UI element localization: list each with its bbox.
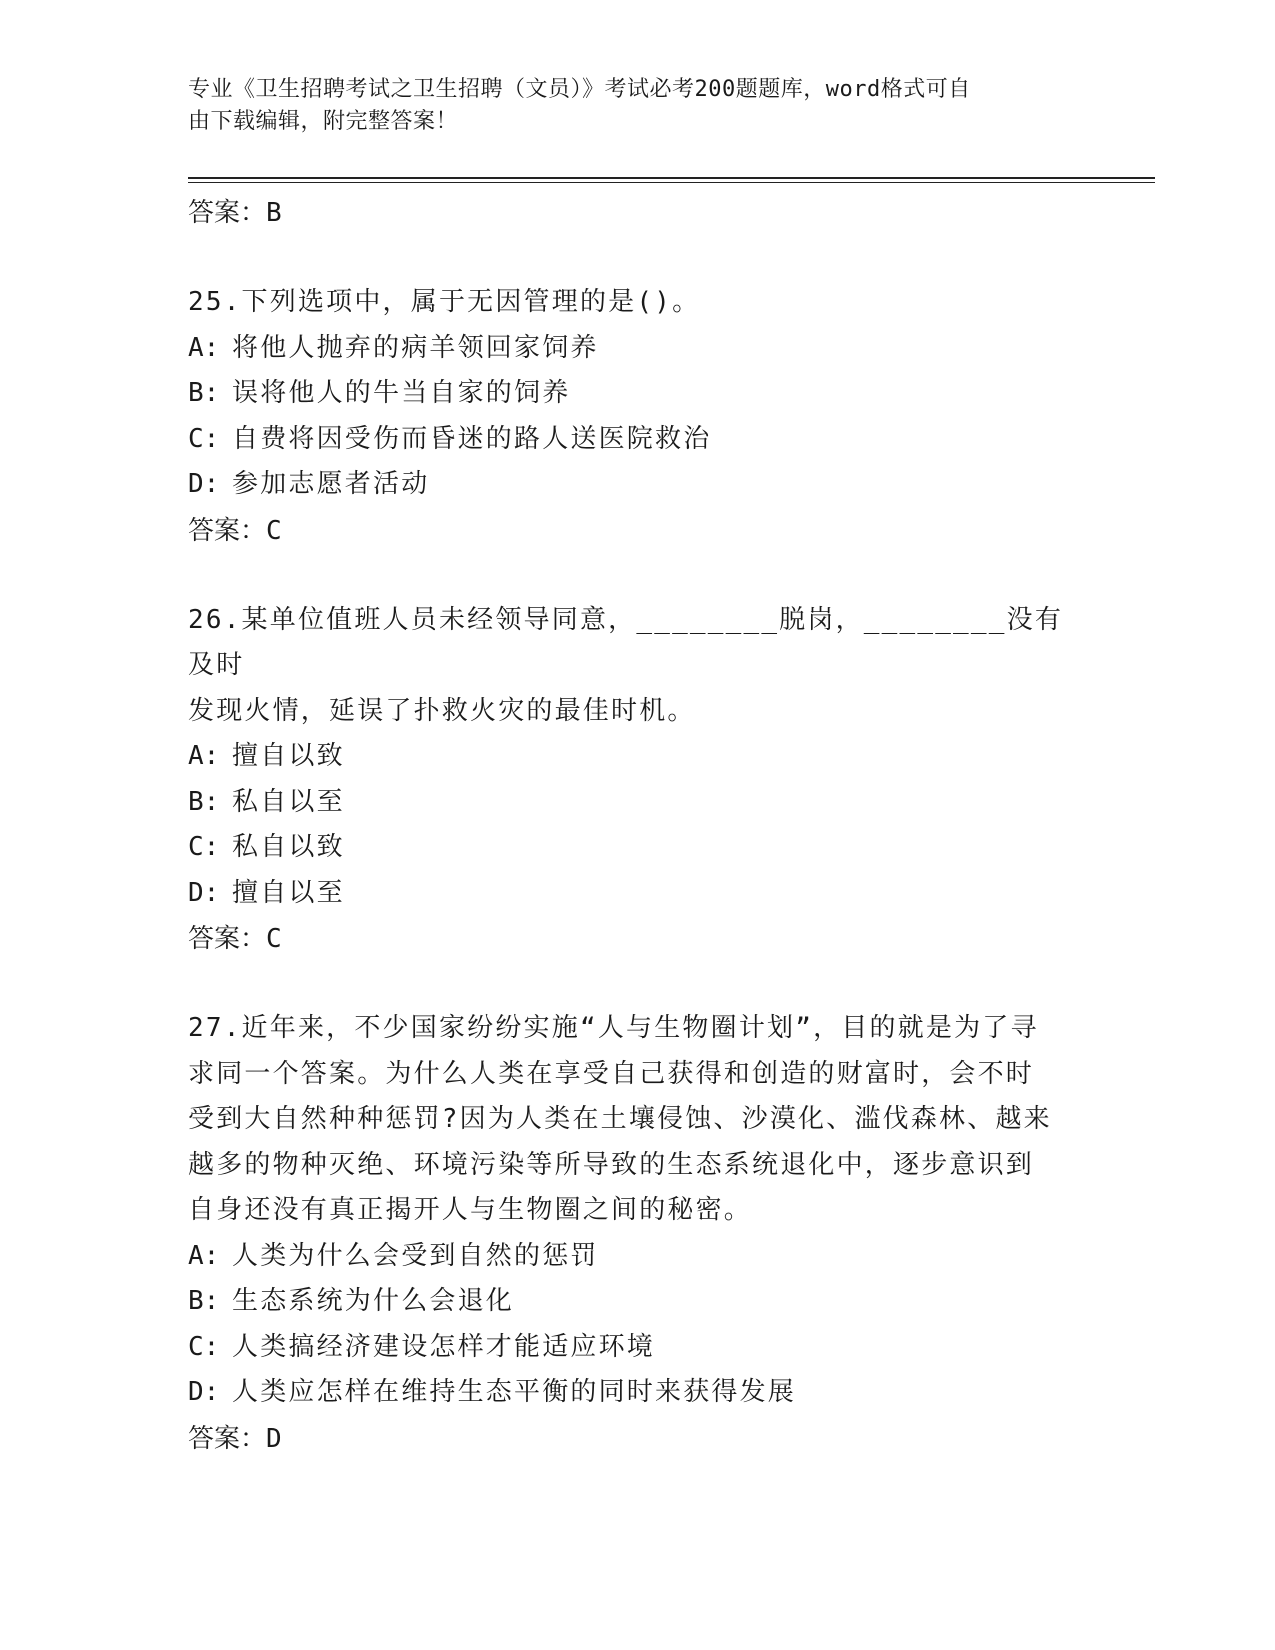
- option-text: 自费将因受伤而昏迷的路人送医院救治: [232, 423, 712, 454]
- option-text: 私自以至: [232, 786, 345, 817]
- option-d: [188, 1370, 1088, 1416]
- answer-value: C: [266, 924, 282, 954]
- option-letter: B:: [188, 378, 220, 408]
- document-body: [188, 190, 1088, 1462]
- option-letter: B:: [188, 786, 220, 817]
- option-d: [188, 871, 1088, 917]
- option-text: 误将他人的牛当自家的饲养: [232, 378, 571, 408]
- question-text-line-5: 自身还没有真正揭开人与生物圈之间的秘密。: [188, 1195, 753, 1225]
- option-letter: C:: [188, 423, 220, 454]
- option-letter: D:: [188, 877, 220, 908]
- option-b: [188, 780, 1088, 826]
- question-26: [188, 598, 1088, 963]
- option-text: 将他人抛弃的病羊领回家饲养: [232, 332, 599, 363]
- option-c: [188, 825, 1088, 871]
- option-c: [188, 1325, 1088, 1371]
- option-letter: A:: [188, 1240, 220, 1271]
- option-letter: D:: [188, 1377, 220, 1407]
- option-letter: C:: [188, 1331, 220, 1362]
- option-letter: B:: [188, 1286, 220, 1316]
- question-27: [188, 1006, 1088, 1462]
- header-line-2: 由下载编辑，附完整答案！: [188, 109, 459, 134]
- question-25: [188, 280, 1088, 554]
- question-text-line-2: 求同一个答案。为什么人类在享受自己获得和创造的财富时，会不时: [188, 1058, 1035, 1089]
- answer-line: [188, 1416, 1088, 1462]
- document-header: [188, 74, 1088, 138]
- option-b: [188, 1279, 1088, 1325]
- answer-label: 答案：: [188, 198, 267, 228]
- option-text: 生态系统为什么会退化: [232, 1286, 515, 1316]
- option-a: [188, 734, 1088, 780]
- answer-label: 答案：: [188, 924, 267, 954]
- answer-line: [188, 508, 1088, 554]
- answer-line: [188, 916, 1088, 962]
- answer-value: C: [266, 515, 282, 546]
- option-d: [188, 462, 1088, 508]
- option-b: [188, 371, 1088, 417]
- option-text: 擅自以至: [232, 877, 345, 908]
- header-line-1: 专业《卫生招聘考试之卫生招聘（文员）》考试必考200题题库，word格式可自: [188, 77, 971, 102]
- option-letter: A:: [188, 741, 220, 771]
- answer-label: 答案：: [188, 515, 267, 546]
- spacer: [188, 962, 1088, 1006]
- option-text: 参加志愿者活动: [232, 469, 430, 499]
- option-a: [188, 1234, 1088, 1280]
- question-text-line-3: 受到大自然种种惩罚?因为人类在土壤侵蚀、沙漠化、滥伐森林、越来: [188, 1104, 1052, 1134]
- option-letter: A:: [188, 332, 220, 363]
- header-rule-thin: [188, 182, 1155, 183]
- answer-value: B: [266, 198, 282, 228]
- option-text: 私自以致: [232, 832, 345, 862]
- option-text: 人类为什么会受到自然的惩罚: [232, 1240, 599, 1271]
- option-text: 人类应怎样在维持生态平衡的同时来获得发展: [232, 1377, 797, 1407]
- option-c: [188, 417, 1088, 463]
- option-a: [188, 326, 1088, 372]
- option-text: 擅自以致: [232, 741, 345, 771]
- option-letter: D:: [188, 469, 220, 499]
- question-text-line-1: 26.某单位值班人员未经领导同意，________脱岗，________没有及时: [188, 604, 1064, 680]
- question-text-line-1: 27.近年来，不少国家纷纷实施“人与生物圈计划”，目的就是为了寻: [188, 1013, 1039, 1043]
- question-text-line-4: 越多的物种灭绝、环境污染等所导致的生态系统退化中，逐步意识到: [188, 1149, 1035, 1180]
- answer-line: [188, 190, 1088, 236]
- answer-value: D: [266, 1423, 282, 1454]
- option-letter: C:: [188, 832, 220, 862]
- spacer: [188, 554, 1088, 598]
- answer-label: 答案：: [188, 1423, 267, 1454]
- question-text: 25.下列选项中，属于无因管理的是()。: [188, 287, 701, 317]
- spacer: [188, 236, 1088, 280]
- header-rule-thick: [188, 177, 1155, 179]
- question-text-line-2: 发现火情，延误了扑救火灾的最佳时机。: [188, 695, 696, 726]
- option-text: 人类搞经济建设怎样才能适应环境: [232, 1331, 656, 1362]
